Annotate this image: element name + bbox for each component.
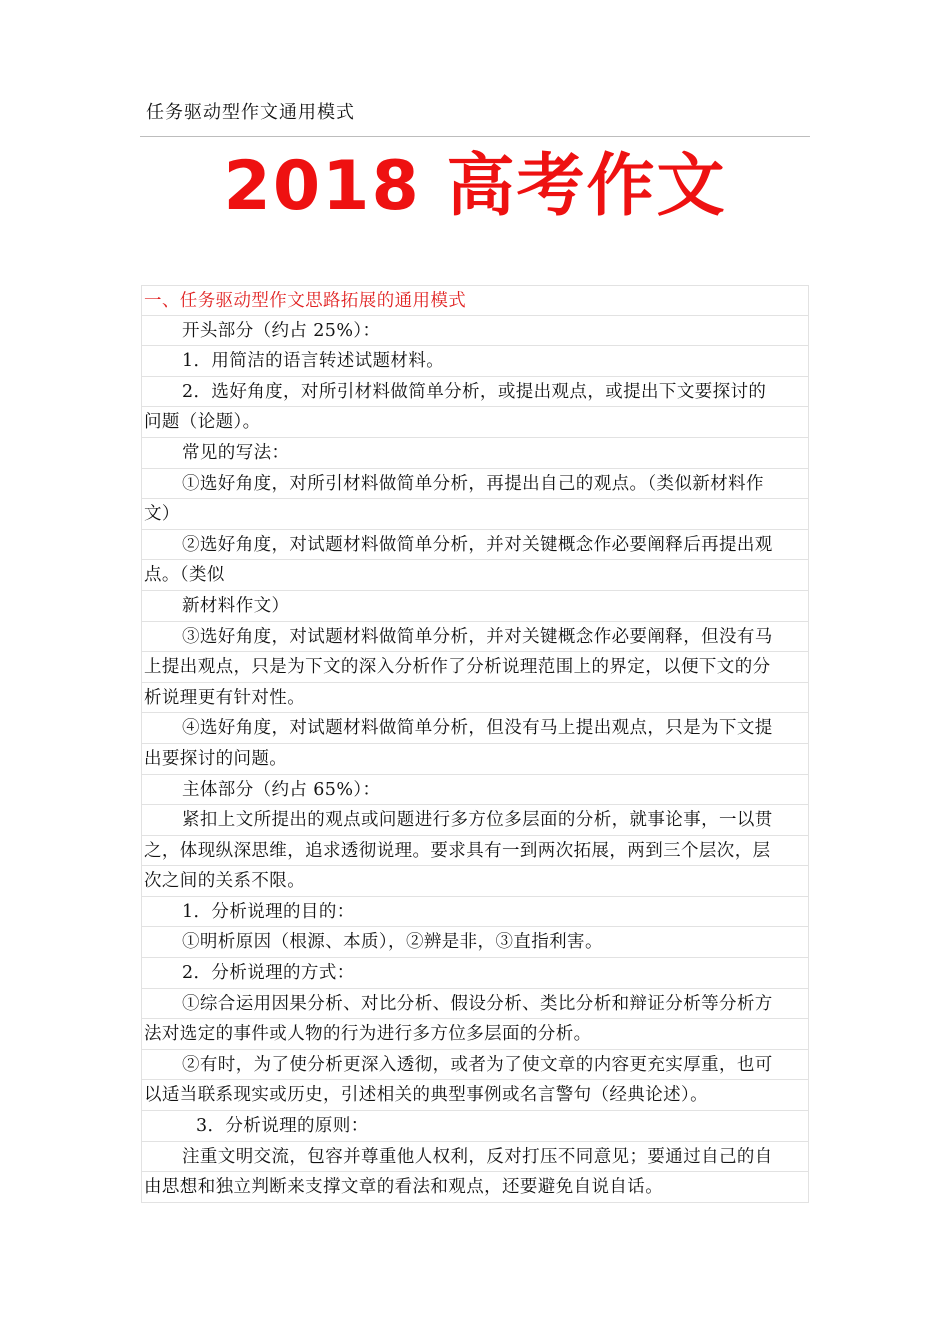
text-line: 之，体现纵深思维，追求透彻说理。要求具有一到两次拓展，两到三个层次，层: [141, 836, 809, 867]
text-line: 紧扣上文所提出的观点或问题进行多方位多层面的分析，就事论事，一以贯: [141, 805, 809, 836]
text-line: ②有时，为了使分析更深入透彻，或者为了使文章的内容更充实厚重，也可: [141, 1050, 809, 1081]
text-line: 2．分析说理的方式：: [141, 958, 809, 989]
text-line: 析说理更有针对性。: [141, 683, 809, 714]
text-line: 注重文明交流，包容并尊重他人权利，反对打压不同意见；要通过自己的自: [141, 1142, 809, 1173]
text-line: 由思想和独立判断来支撑文章的看法和观点，还要避免自说自话。: [141, 1172, 809, 1203]
text-line: ①选好角度，对所引材料做简单分析，再提出自己的观点。（类似新材料作: [141, 469, 809, 500]
text-line: 文）: [141, 499, 809, 530]
text-line: 2．选好角度，对所引材料做简单分析，或提出观点，或提出下文要探讨的: [141, 377, 809, 408]
text-line: 上提出观点，只是为下文的深入分析作了分析说理范围上的界定，以便下文的分: [141, 652, 809, 683]
section-heading: 一、任务驱动型作文思路拓展的通用模式: [141, 285, 809, 316]
text-line: 以适当联系现实或历史，引述相关的典型事例或名言警句（经典论述）。: [141, 1080, 809, 1111]
text-line: 新材料作文）: [141, 591, 809, 622]
text-line: ①综合运用因果分析、对比分析、假设分析、类比分析和辩证分析等分析方: [141, 989, 809, 1020]
document-body: [141, 285, 809, 1203]
text-line: 问题（论题）。: [141, 407, 809, 438]
text-line: ③选好角度，对试题材料做简单分析，并对关键概念作必要阐释，但没有马: [141, 622, 809, 653]
document-title: 2018 高考作文: [223, 147, 727, 226]
text-line: 点。（类似: [141, 560, 809, 591]
text-line: 开头部分（约占 25%）：: [141, 316, 809, 347]
text-line: ①明析原因（根源、本质），②辨是非，③直指利害。: [141, 927, 809, 958]
page-header-text: 任务驱动型作文通用模式: [146, 102, 355, 123]
text-line: 常见的写法：: [141, 438, 809, 469]
text-line: 法对选定的事件或人物的行为进行多方位多层面的分析。: [141, 1019, 809, 1050]
text-line: 次之间的关系不限。: [141, 866, 809, 897]
text-line: ②选好角度，对试题材料做简单分析，并对关键概念作必要阐释后再提出观: [141, 530, 809, 561]
text-line: 主体部分（约占 65%）：: [141, 775, 809, 806]
text-line: 1．用简洁的语言转述试题材料。: [141, 346, 809, 377]
text-line: 1．分析说理的目的：: [141, 897, 809, 928]
text-line: 3．分析说理的原则：: [141, 1111, 809, 1142]
text-line: ④选好角度，对试题材料做简单分析，但没有马上提出观点，只是为下文提: [141, 713, 809, 744]
text-line: 出要探讨的问题。: [141, 744, 809, 775]
